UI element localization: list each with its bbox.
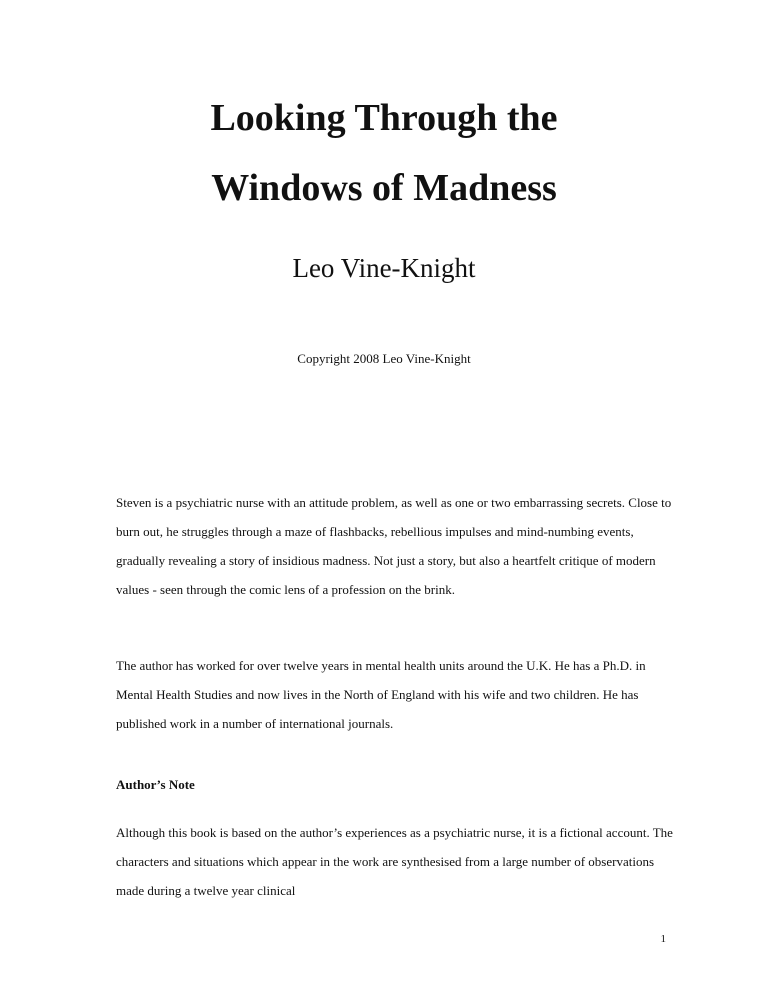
- authors-note-heading: Author’s Note: [116, 777, 195, 792]
- author-bio-paragraph: The author has worked for over twelve years in mental health units around the U.K. He has a Ph.D. in Mental Health Studies and now lives in the North of England with his wife and two children. He has published work in a number of international journals.: [116, 658, 646, 731]
- authors-note-paragraph: Although this book is based on the author’s experiences as a psychiatric nurse, it is a fictional account. The characters and situations which appear in the work are synthesised from a large number of observations made during a twelve year clinical: [116, 825, 673, 898]
- author-name: Leo Vine-Knight: [292, 253, 476, 283]
- synopsis-paragraph: Steven is a psychiatric nurse with an attitude problem, as well as one or two embarrassing secrets. Close to burn out, he struggles through a maze of flashbacks, rebellious impulses and mind-numbing events, gradually revealing a story of insidious madness. Not just a story, but also a heartfelt critique of modern values - seen through the comic lens of a profession on the brink.: [116, 495, 672, 597]
- copyright-notice: Copyright 2008 Leo Vine-Knight: [297, 351, 471, 366]
- book-title-line-2: Windows of Madness: [211, 167, 557, 209]
- page-number: 1: [660, 933, 666, 945]
- book-title-line-1: Looking Through the: [210, 97, 558, 139]
